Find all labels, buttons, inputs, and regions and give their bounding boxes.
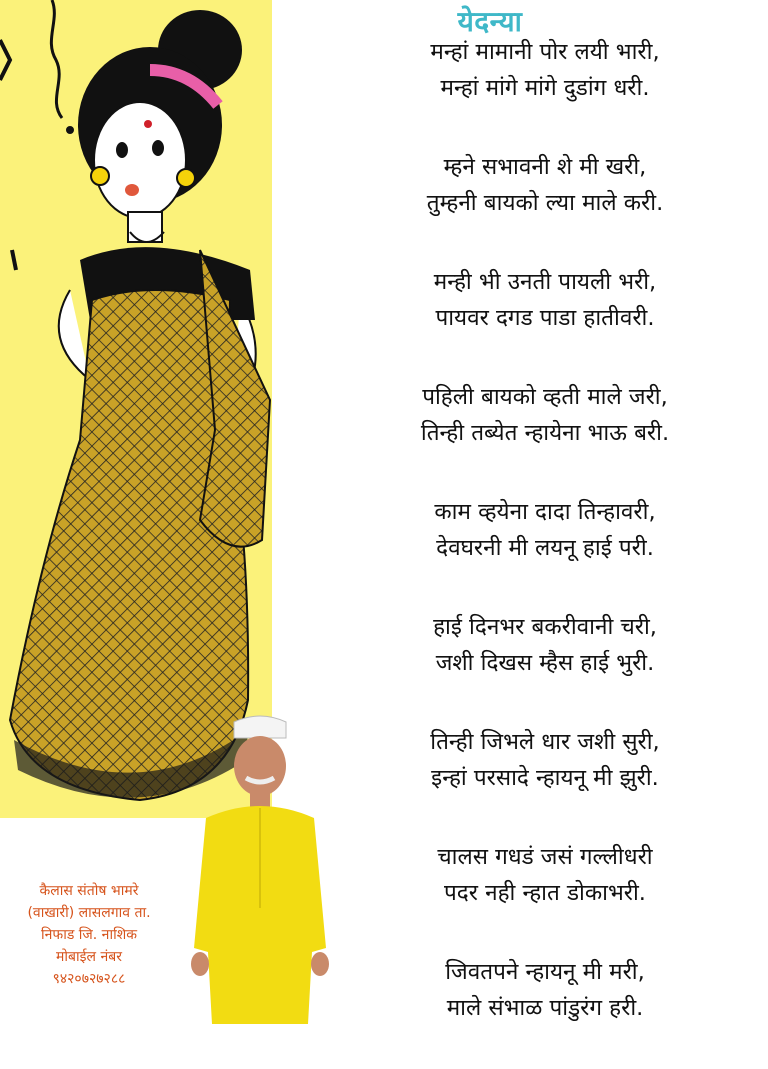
poem-line: माले संभाळ पांडुरंग हरी. [446,995,644,1021]
poem-line: काम व्हयेना दादा तिन्हावरी, [434,499,656,525]
author-name: कैलास संतोष भामरे [39,883,139,899]
poem-line: मन्हां मांगे मांगे दुडांग धरी. [440,75,650,101]
poem-line: तुम्हनी बायको ल्या माले करी. [426,190,664,216]
poem-title: येदन्या [457,5,523,38]
stanza [330,839,760,954]
poem-line: पायवर दगड पाडा हातीवरी. [435,305,655,331]
stanza [330,609,760,724]
author-photo [176,708,336,1024]
poem-line: पहिली बायको व्हती माले जरी, [422,384,668,410]
poem-line: इन्हां परसादे न्हायनू मी झुरी. [431,765,659,791]
poem-line: चालस गधडं जसं गल्लीधरी [437,844,653,870]
poem-line: देवघरनी मी लयनू हाई परी. [436,535,654,561]
stanza [330,954,760,1069]
mobile-label: मोबाईल नंबर [56,949,122,965]
poem-line: जिवतपने न्हायनू मी मरी, [445,959,645,985]
mobile-number: ९४२०७२७२८८ [52,971,126,987]
poem-line: मन्हां मामानी पोर लयी भारी, [430,39,660,65]
stanza [330,34,760,149]
stanza [330,149,760,264]
illustration-panel [0,0,272,818]
poem-line: तिन्ही तब्येत न्हायेना भाऊ बरी. [420,420,670,446]
poem-line: तिन्ही जिभले धार जशी सुरी, [430,729,660,755]
stanza [330,494,760,609]
poem-line: हाई दिनभर बकरीवानी चरी, [433,614,657,640]
poem-line: मन्ही भी उनती पायली भरी, [433,269,657,295]
poem-line: जशी दिखस म्हैस हाई भुरी. [435,650,655,676]
author-district: निफाड जि. नाशिक [41,927,137,943]
poem-line: म्हने सभावनी शे मी खरी, [443,154,647,180]
woman-cartoon-illustration [0,0,272,818]
stanza [330,724,760,839]
stanza [330,379,760,494]
stanza [330,264,760,379]
author-info [0,880,178,990]
poem-line: पदर नही न्हात डोकाभरी. [444,880,646,906]
author-village: (वाखारी) लासलगाव ता. [27,905,151,921]
poem-body [330,34,760,1069]
